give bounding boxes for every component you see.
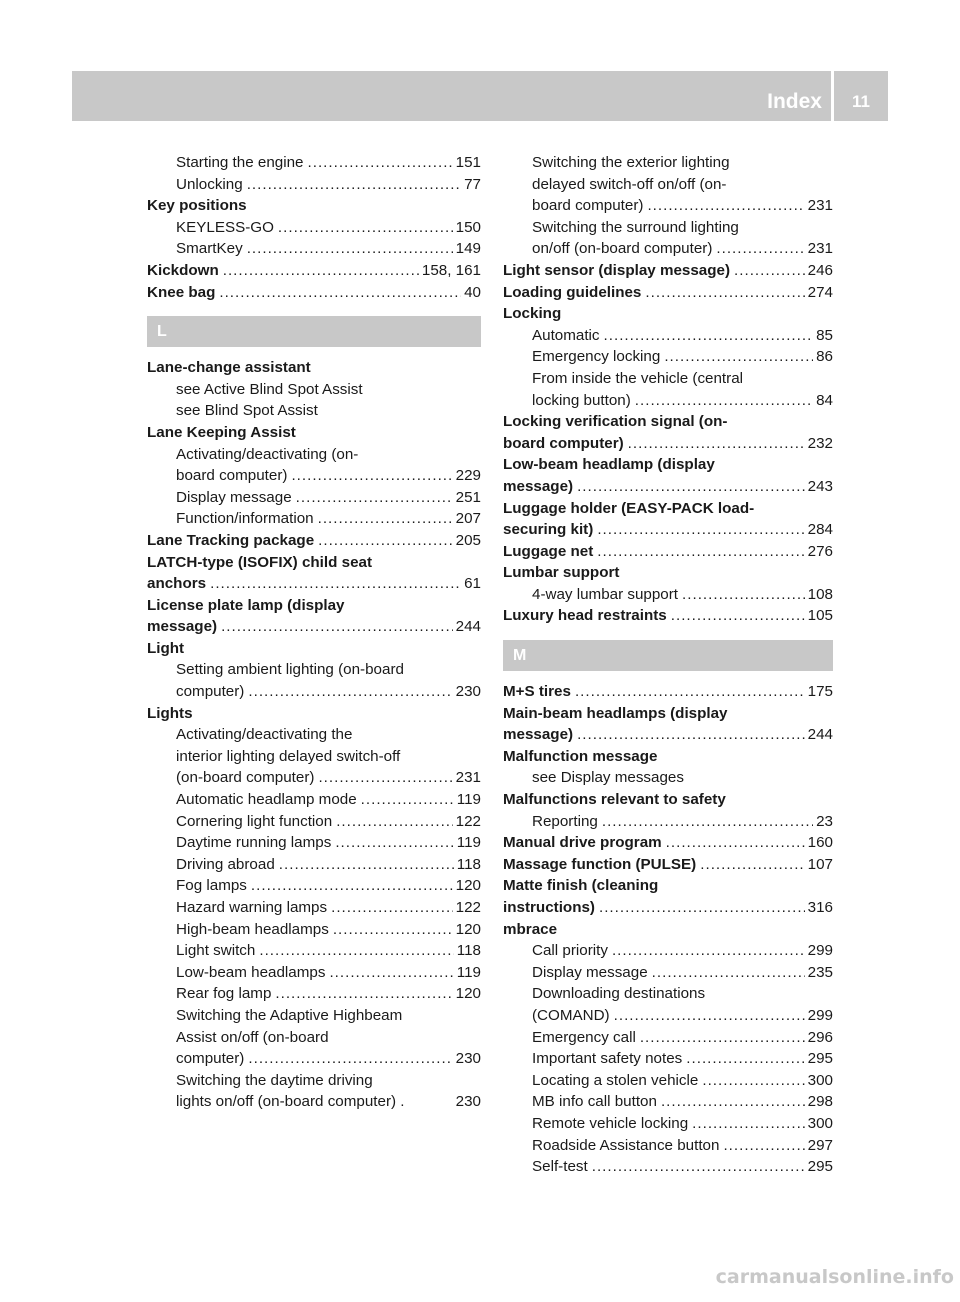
leader-dots [221,616,453,638]
entry-term: (COMAND) [532,1006,610,1024]
index-text: From inside the vehicle (central [532,369,744,387]
entry-term: on/off (on-board computer) [532,240,713,258]
index-text: see Active Blind Spot Assist [176,380,363,398]
index-heading: Main-beam headlamps (display [503,704,728,722]
index-entry [503,681,833,703]
index-text: interior lighting delayed switch-off [176,747,401,765]
entry-term: Automatic [532,326,600,344]
entry-page: 295 [807,1158,833,1176]
index-entry [503,1135,833,1157]
leader-dots [640,1027,805,1049]
index-entry [147,1048,481,1070]
entry-term: Fog lamps [176,877,247,895]
leader-dots [628,433,805,455]
index-entry [503,325,833,347]
index-text: see Display messages [532,769,684,787]
entry-page: 299 [807,942,833,960]
index-text: Switching the daytime driving [176,1071,373,1089]
index-entry [147,789,481,811]
entry-term: KEYLESS-GO [176,218,274,236]
leader-dots [592,1156,805,1178]
entry-page: 118 [456,942,481,960]
entry-page: 235 [807,963,833,981]
entry-term: locking button) [532,391,631,409]
leader-dots [247,238,453,260]
entry-term: M+S tires [503,683,571,701]
leader-dots [219,282,461,304]
entry-page: 84 [816,391,833,409]
leader-dots [612,940,805,962]
index-entry [503,433,833,455]
leader-dots [686,1048,804,1070]
entry-page: 175 [807,683,833,701]
entry-page: 296 [807,1028,833,1046]
index-entry [503,897,833,919]
entry-page: 61 [464,575,481,593]
entry-term: Starting the engine [176,154,304,171]
leader-dots [614,1005,805,1027]
index-entry [503,1048,833,1070]
entry-term: Self-test [532,1158,588,1176]
leader-dots [599,897,805,919]
entry-page: 120 [455,877,481,895]
index-heading: Malfunction message [503,747,658,765]
index-entry [147,681,481,703]
leader-dots [671,605,805,627]
index-column-left [147,152,481,1113]
entry-term: Rear fog lamp [176,985,272,1003]
index-entry [147,616,481,638]
entry-term: Low-beam headlamps [176,963,326,981]
entry-page: 300 [807,1114,833,1132]
index-entry [147,854,481,876]
index-entry [503,962,833,984]
index-entry [503,541,833,563]
leader-dots [702,1070,804,1092]
entry-term: Loading guidelines [503,283,642,301]
leader-dots [635,390,813,412]
index-heading: Malfunctions relevant to safety [503,791,726,809]
index-heading: mbrace [503,920,558,938]
entry-page: 274 [807,283,833,301]
index-entry [503,519,833,541]
index-entry [147,962,481,984]
entry-page: 150 [455,218,481,236]
leader-dots [210,573,461,595]
leader-dots [335,832,453,854]
index-entry [147,465,481,487]
leader-dots [296,487,453,509]
entry-term: Display message [176,488,292,506]
entry-term: board computer) [176,467,288,485]
entry-page: 243 [807,477,833,495]
entry-term: High-beam headlamps [176,920,329,938]
entry-term: Luggage net [503,542,594,560]
entry-term: Luxury head restraints [503,607,667,625]
index-entry [503,940,833,962]
index-entry [503,854,833,876]
entry-page: 297 [807,1136,833,1154]
leader-dots [318,530,453,552]
entry-term: Cornering light function [176,812,333,830]
page-number: 11 [852,92,870,111]
entry-page: 120 [455,920,481,938]
entry-term: Driving abroad [176,855,275,873]
entry-term: Light switch [176,942,256,960]
entry-term: Kickdown [147,261,219,279]
leader-dots [692,1113,804,1135]
index-entry [147,875,481,897]
leader-dots [331,897,453,919]
leader-dots [275,983,452,1005]
entry-term: Locating a stolen vehicle [532,1071,699,1089]
leader-dots [361,789,454,811]
index-entry [147,897,481,919]
entry-term: Massage function (PULSE) [503,855,697,873]
index-entry [503,476,833,498]
index-text: Assist on/off (on-board [176,1028,329,1046]
leader-dots [333,919,453,941]
entry-page: 118 [456,855,481,873]
entry-term: Manual drive program [503,834,662,852]
leader-dots [318,767,452,789]
entry-term: Remote vehicle locking [532,1114,689,1132]
entry-page: 77 [464,175,481,193]
index-entry [503,346,833,368]
leader-dots [577,724,805,746]
index-heading: Locking [503,305,562,323]
index-text: Activating/deactivating the [176,726,353,744]
entry-page: 229 [455,467,481,485]
index-entry [147,767,481,789]
watermark: carmanualsonline.info [715,1266,954,1288]
header-bar [72,71,888,121]
entry-term: Emergency locking [532,348,661,366]
entry-term: Automatic headlamp mode [176,791,357,809]
index-text: Downloading destinations [532,985,706,1003]
index-heading: Lane Keeping Assist [147,423,296,441]
index-entry [503,1027,833,1049]
index-entry [147,940,481,962]
index-heading: LATCH-type (ISOFIX) child seat [147,553,373,571]
entry-page: 232 [807,434,833,452]
entry-page: 230 [455,1093,481,1111]
index-entry [503,605,833,627]
entry-page: 244 [807,726,833,744]
entry-term: Hazard warning lamps [176,899,328,916]
index-entry [147,811,481,833]
entry-page: 207 [455,510,481,528]
leader-dots [577,476,805,498]
index-text: delayed switch-off on/off (on- [532,175,727,193]
entry-page: 230 [455,1050,481,1068]
entry-term: board computer) [503,434,624,452]
leader-dots [278,217,453,239]
entry-term: message) [503,477,574,495]
entry-page: 107 [807,855,833,873]
entry-page: 119 [456,834,481,852]
index-entry [147,217,481,239]
index-text: Activating/deactivating (on- [176,445,359,463]
index-entry [503,195,833,217]
letter-heading: M [503,640,833,671]
index-entry [147,919,481,941]
index-entry [147,174,481,196]
entry-term: instructions) [503,899,595,916]
index-heading: Lights [147,704,193,722]
entry-page: 86 [816,348,833,366]
entry-page: 246 [807,261,833,279]
index-heading: Low-beam headlamp (display [503,456,715,474]
entry-page: 244 [455,618,481,636]
entry-term: Daytime running lamps [176,834,332,852]
entry-term: Call priority [532,942,608,960]
entry-term: SmartKey [176,240,243,258]
index-entry [147,238,481,260]
leader-dots [645,282,804,304]
leader-dots [308,152,453,174]
entry-page: 300 [807,1071,833,1089]
entry-term: Roadside Assistance button [532,1136,720,1154]
index-heading: Lane-change assistant [147,359,311,377]
leader-dots [247,174,461,196]
entry-term: board computer) [532,197,644,215]
leader-dots [223,260,419,282]
index-text: Switching the Adaptive Highbeam [176,1006,403,1024]
entry-page: 231 [807,240,833,258]
entry-term: Reporting [532,812,598,830]
leader-dots [604,325,814,347]
index-heading: Lumbar support [503,564,620,582]
index-heading: Light [147,639,185,657]
leader-dots [682,584,805,606]
leader-dots [575,681,805,703]
leader-dots [248,1048,452,1070]
index-entry [147,1091,481,1113]
index-entry [147,487,481,509]
index-heading: Key positions [147,197,247,215]
entry-term: message) [147,618,218,636]
entry-term: message) [503,726,574,744]
leader-dots [602,811,813,833]
leader-dots [716,238,804,260]
index-entry [503,832,833,854]
index-text: Setting ambient lighting (on-board [176,661,404,679]
index-entry [503,282,833,304]
index-entry [503,1113,833,1135]
entry-term: anchors [147,575,207,593]
entry-term: Important safety notes [532,1050,683,1068]
leader-dots [661,1091,805,1113]
leader-dots [597,519,804,541]
entry-page: 276 [807,542,833,560]
leader-dots [291,465,452,487]
entry-page: 105 [807,607,833,625]
entry-page: 205 [455,531,481,549]
entry-term: Lane Tracking package [147,531,315,549]
entry-page: 231 [807,197,833,215]
leader-dots [597,541,804,563]
index-heading: Locking verification signal (on- [503,413,728,431]
index-column-right [503,152,833,1178]
index-entry [147,983,481,1005]
leader-dots [664,346,813,368]
entry-page: 149 [455,240,481,258]
index-heading: License plate lamp (display [147,596,345,614]
letter-heading: L [147,316,481,347]
entry-page: 23 [816,812,833,830]
entry-page: 119 [456,791,481,809]
entry-page: 122 [455,812,481,830]
index-text: see Blind Spot Assist [176,402,318,420]
index-entry [147,530,481,552]
leader-dots [318,508,453,530]
entry-page: 120 [455,985,481,1003]
entry-term: Emergency call [532,1028,636,1046]
index-entry [503,260,833,282]
index-entry [503,811,833,833]
index-entry [503,584,833,606]
index-entry [503,238,833,260]
index-entry [503,1070,833,1092]
index-heading: Luggage holder (EASY-PACK load- [503,499,755,517]
entry-page: 108 [807,585,833,603]
entry-term: Display message [532,963,648,981]
index-entry [147,573,481,595]
leader-dots [279,854,454,876]
entry-page: 284 [807,521,833,539]
entry-page: 299 [807,1006,833,1024]
entry-page: 298 [807,1093,833,1111]
leader-dots [700,854,804,876]
entry-term: Knee bag [147,283,216,301]
index-entry [503,724,833,746]
entry-term: 4-way lumbar support [532,585,679,603]
entry-term: securing kit) [503,521,594,539]
entry-page: 85 [816,326,833,344]
index-entry [147,832,481,854]
entry-page: 160 [807,834,833,852]
index-entry [147,282,481,304]
index-text: Switching the surround lighting [532,218,739,236]
entry-page: 230 [455,683,481,701]
entry-term: MB info call button [532,1093,657,1111]
index-entry [503,1156,833,1178]
entry-term: Light sensor (display message) [503,261,731,279]
entry-page: 316 [807,899,833,916]
index-entry [147,260,481,282]
entry-term: Function/information [176,510,314,528]
entry-term: Unlocking [176,175,243,193]
index-entry [503,390,833,412]
index-entry [147,508,481,530]
leader-dots [251,875,453,897]
leader-dots [666,832,805,854]
index-entry [503,1005,833,1027]
index-entry [503,1091,833,1113]
leader-dots [336,811,452,833]
leader-dots [734,260,805,282]
section-title: Index [767,90,822,113]
entry-page: 40 [464,283,481,301]
leader-dots [723,1135,804,1157]
index-entry [147,152,481,174]
leader-dots [647,195,804,217]
entry-page: 251 [455,488,481,506]
entry-page: 158, 161 [421,261,481,279]
index-heading: Matte finish (cleaning [503,877,659,895]
entry-page: 231 [455,769,481,787]
entry-term: (on-board computer) [176,769,315,787]
leader-dots [329,962,453,984]
leader-dots [259,940,453,962]
entry-page: 122 [455,899,481,916]
entry-page: 151 [455,154,481,171]
index-text: Switching the exterior lighting [532,154,730,171]
leader-dots [652,962,805,984]
leader-dots [248,681,452,703]
entry-term: computer) [176,1050,245,1068]
entry-term: computer) [176,683,245,701]
entry-term: lights on/off (on-board computer) . [176,1093,405,1111]
entry-page: 295 [807,1050,833,1068]
entry-page: 119 [456,963,481,981]
